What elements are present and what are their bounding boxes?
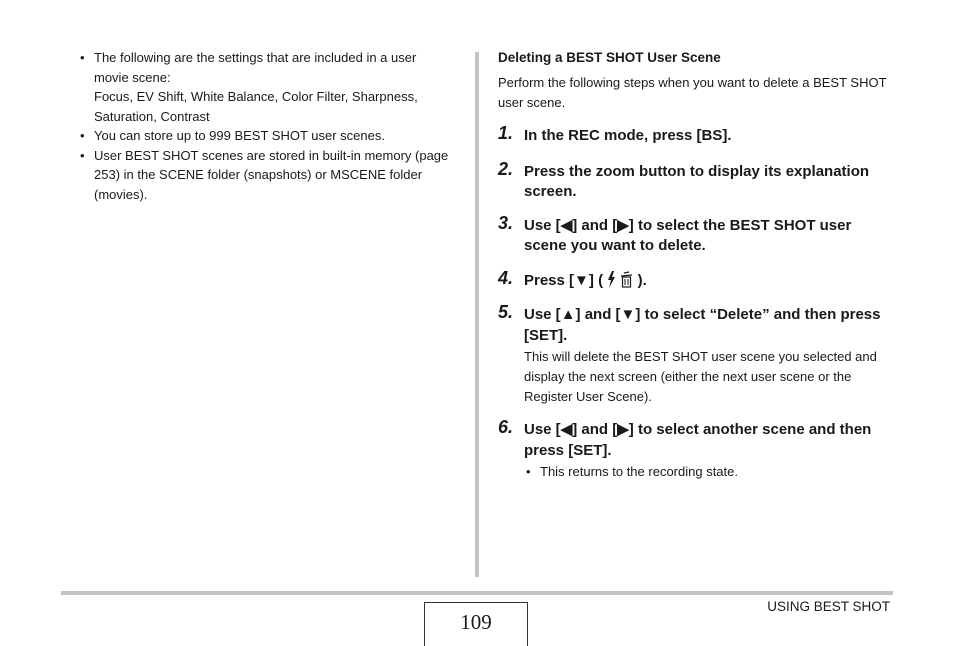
right-column [498,48,898,482]
step-6 [498,417,898,482]
column-divider [475,52,479,577]
right-arrow-icon: ▶ [617,216,629,234]
down-arrow-icon: ▼ [620,306,636,323]
step-number: 3. [498,212,514,233]
note-settings-list: Focus, EV Shift, White Balance, Color Filter, Sharpness, Saturation, Contrast [94,89,418,124]
step-4 [498,267,898,292]
step-number: 6. [498,417,514,437]
note-text: You can store up to 999 BEST SHOT user scenes. [94,128,385,143]
step-number: 1. [498,123,514,143]
left-arrow-icon: ◀ [560,421,573,438]
up-arrow-icon: ▲ [560,306,576,323]
step-text: Use [▲] and [▼] to select “Delete” and then press [SET]. [524,306,881,344]
section-label: USING BEST SHOT [767,599,890,614]
trash-icon [620,271,633,288]
list-item [80,48,452,126]
step-text: Use [◀] and [▶] to select the BEST SHOT user scene you want to delete. [524,216,852,254]
left-column [80,48,452,204]
list-item [80,126,452,146]
notes-list [80,48,452,204]
flash-icon [607,271,616,288]
step-1 [498,123,898,147]
page-number-box [424,602,528,646]
intro-text: Perform the following steps when you want to delete a BEST SHOT user scene. [498,75,887,110]
section-title: Deleting a BEST SHOT User Scene [498,50,721,65]
step-text: Use [◀] and [▶] to select another scene and then press [SET]. [524,421,872,459]
step-2 [498,158,898,203]
step-note: • This returns to the recording state. [524,462,898,482]
down-arrow-icon: ▼ [574,271,589,289]
step-number: 2. [498,158,514,179]
left-arrow-icon: ◀ [560,216,573,234]
right-arrow-icon: ▶ [617,421,629,438]
page-number: 109 [460,610,492,634]
step-text: In the REC mode, press [BS]. [524,127,732,144]
step-text: Press [▼] ( ). [524,271,647,289]
step-description: This will delete the BEST SHOT user scene you selected and display the next screen (either the next user scene or the Register User Scene). [524,349,877,404]
step-number: 5. [498,302,514,322]
note-text: The following are the settings that are included in a user movie scene: [94,50,417,85]
footer-rule [61,591,893,595]
step-text: Press the zoom button to display its explanation screen. [524,162,870,200]
step-3 [498,212,898,257]
step-5 [498,302,898,407]
list-item [80,146,452,205]
step-number: 4. [498,267,514,288]
note-text: User BEST SHOT scenes are stored in built-in memory (page 253) in the SCENE folder (snapshots) or MSCENE folder (movies). [94,147,449,202]
